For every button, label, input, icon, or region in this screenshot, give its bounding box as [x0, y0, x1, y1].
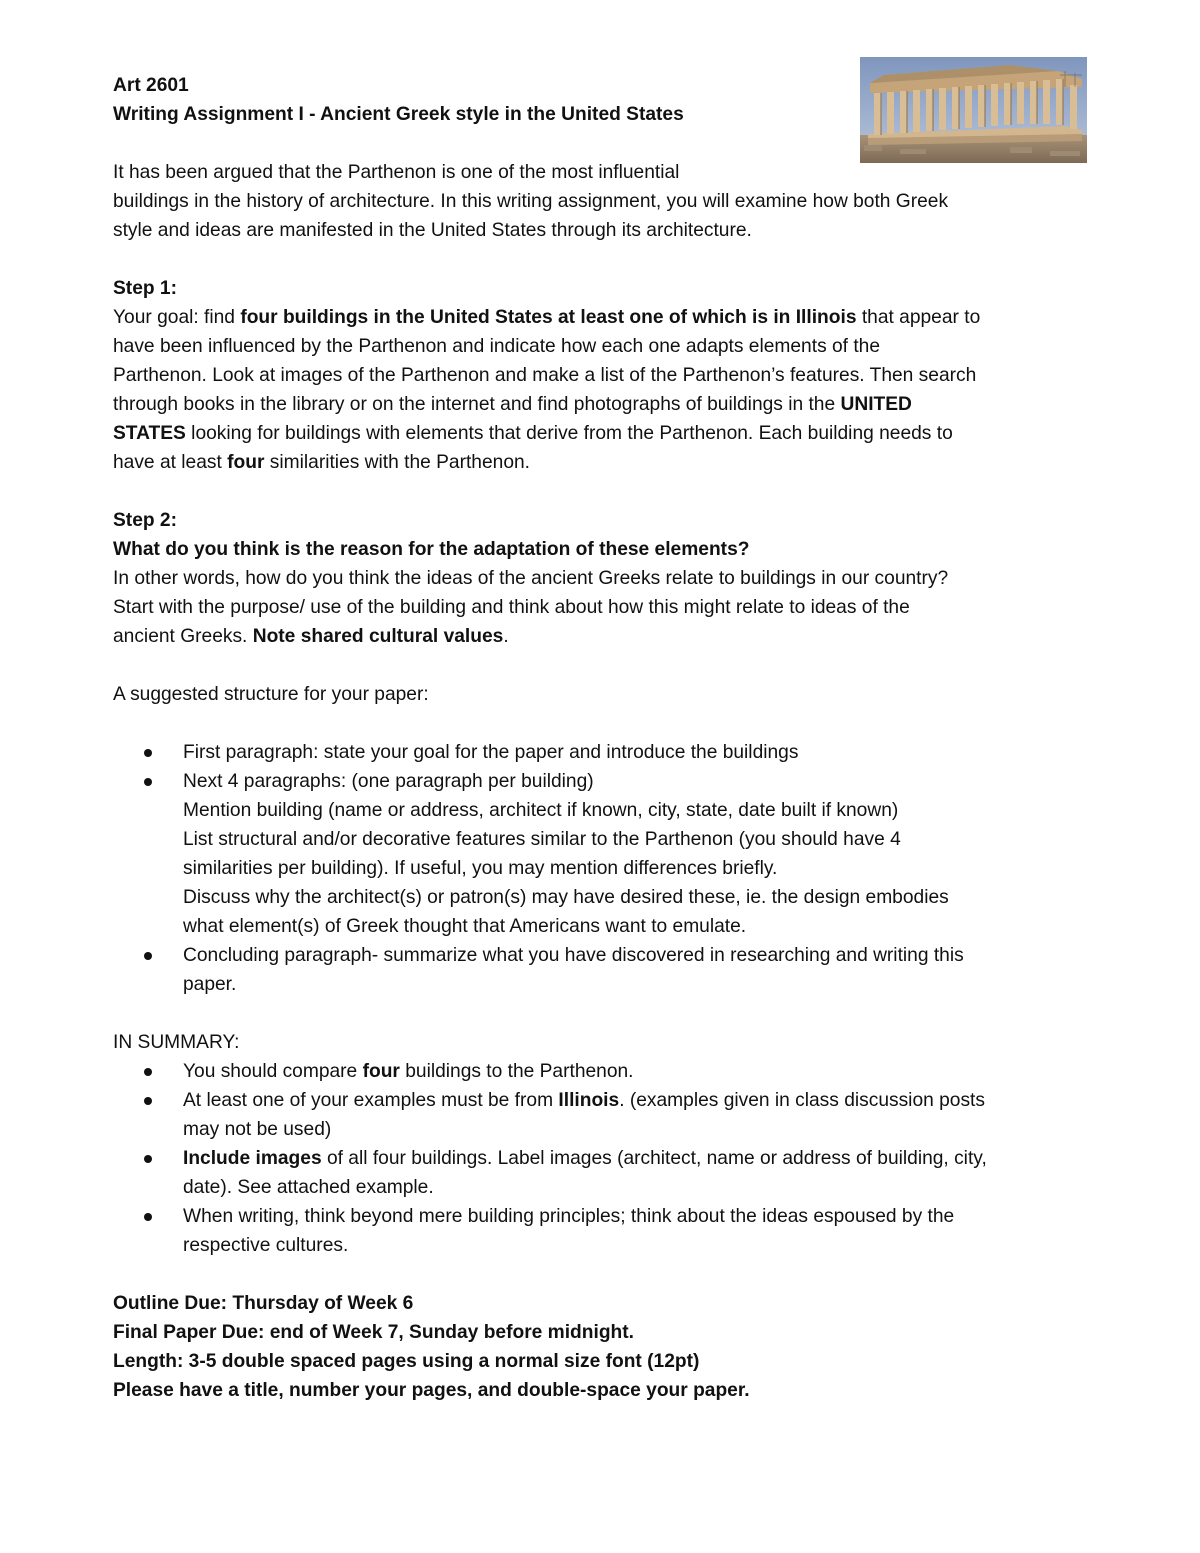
assignment-text: [113, 71, 1093, 1405]
step1-line: through books in the library or on the internet and find photographs of buildings in the UNITED: [113, 394, 912, 415]
bullet-icon: [144, 1155, 152, 1163]
step1-heading: Step 1:: [113, 278, 177, 299]
outline-due: Outline Due: Thursday of Week 6: [113, 1293, 414, 1314]
step1-line: have at least four similarities with the Parthenon.: [113, 452, 530, 473]
step1-line: Your goal: find four buildings in the United States at least one of which is in Illinois that appear to: [113, 307, 981, 328]
step2-line: ancient Greeks. Note shared cultural values.: [113, 626, 509, 647]
list-item: When writing, think beyond mere building principles; think about the ideas espoused by the respective cultures.: [113, 1202, 1093, 1260]
list-item: Include images of all four buildings. Label images (architect, name or address of building, city, date). See attached example.: [113, 1144, 1093, 1202]
bullet-icon: [144, 1213, 152, 1221]
bullet-icon: [144, 952, 152, 960]
step2-line: Start with the purpose/ use of the building and think about how this might relate to ideas of the: [113, 597, 910, 618]
course-title: Art 2601: [113, 75, 189, 96]
bullet-icon: [144, 778, 152, 786]
format-requirement: Please have a title, number your pages, and double-space your paper.: [113, 1380, 750, 1401]
list-item: First paragraph: state your goal for the paper and introduce the buildings: [113, 738, 1093, 767]
final-due: Final Paper Due: end of Week 7, Sunday before midnight.: [113, 1322, 634, 1343]
length-requirement: Length: 3-5 double spaced pages using a normal size font (12pt): [113, 1351, 700, 1372]
intro-line: It has been argued that the Parthenon is one of the most influential: [113, 162, 680, 183]
assignment-title: Writing Assignment I - Ancient Greek style in the United States: [113, 104, 684, 125]
step1-line: have been influenced by the Parthenon and indicate how each one adapts elements of the: [113, 336, 880, 357]
intro-line: style and ideas are manifested in the United States through its architecture.: [113, 220, 752, 241]
list-item: At least one of your examples must be from Illinois. (examples given in class discussion posts may not be used): [113, 1086, 1093, 1144]
list-item: You should compare four buildings to the Parthenon.: [113, 1057, 1093, 1086]
bullet-icon: [144, 1068, 152, 1076]
intro-line: buildings in the history of architecture. In this writing assignment, you will examine how both Greek: [113, 191, 949, 212]
bullet-icon: [144, 1097, 152, 1105]
step2-question: What do you think is the reason for the adaptation of these elements?: [113, 539, 750, 560]
list-item: Concluding paragraph- summarize what you have discovered in researching and writing this paper.: [113, 941, 1093, 999]
step2-line: In other words, how do you think the ideas of the ancient Greeks relate to buildings in our country?: [113, 568, 949, 589]
step2-heading: Step 2:: [113, 510, 177, 531]
structure-list: [113, 738, 1093, 999]
summary-list: [113, 1057, 1093, 1260]
structure-intro: A suggested structure for your paper:: [113, 684, 429, 705]
bullet-icon: [144, 749, 152, 757]
list-item: Next 4 paragraphs: (one paragraph per building) Mention building (name or address, architect if known, city, state, date built if known) List structural and/or decorative features similar to the Parthenon (you should have 4 similarities per building). If useful, you may mention differences briefly. Discuss why the architect(s) or patron(s) may have desired these, ie. the design embodies what element(s) of Greek thought that Americans want to emulate.: [113, 767, 1093, 941]
step1-line: STATES looking for buildings with elements that derive from the Parthenon. Each building needs to: [113, 423, 953, 444]
summary-heading: IN SUMMARY:: [113, 1032, 240, 1053]
step1-line: Parthenon. Look at images of the Parthenon and make a list of the Parthenon’s features. Then search: [113, 365, 977, 386]
